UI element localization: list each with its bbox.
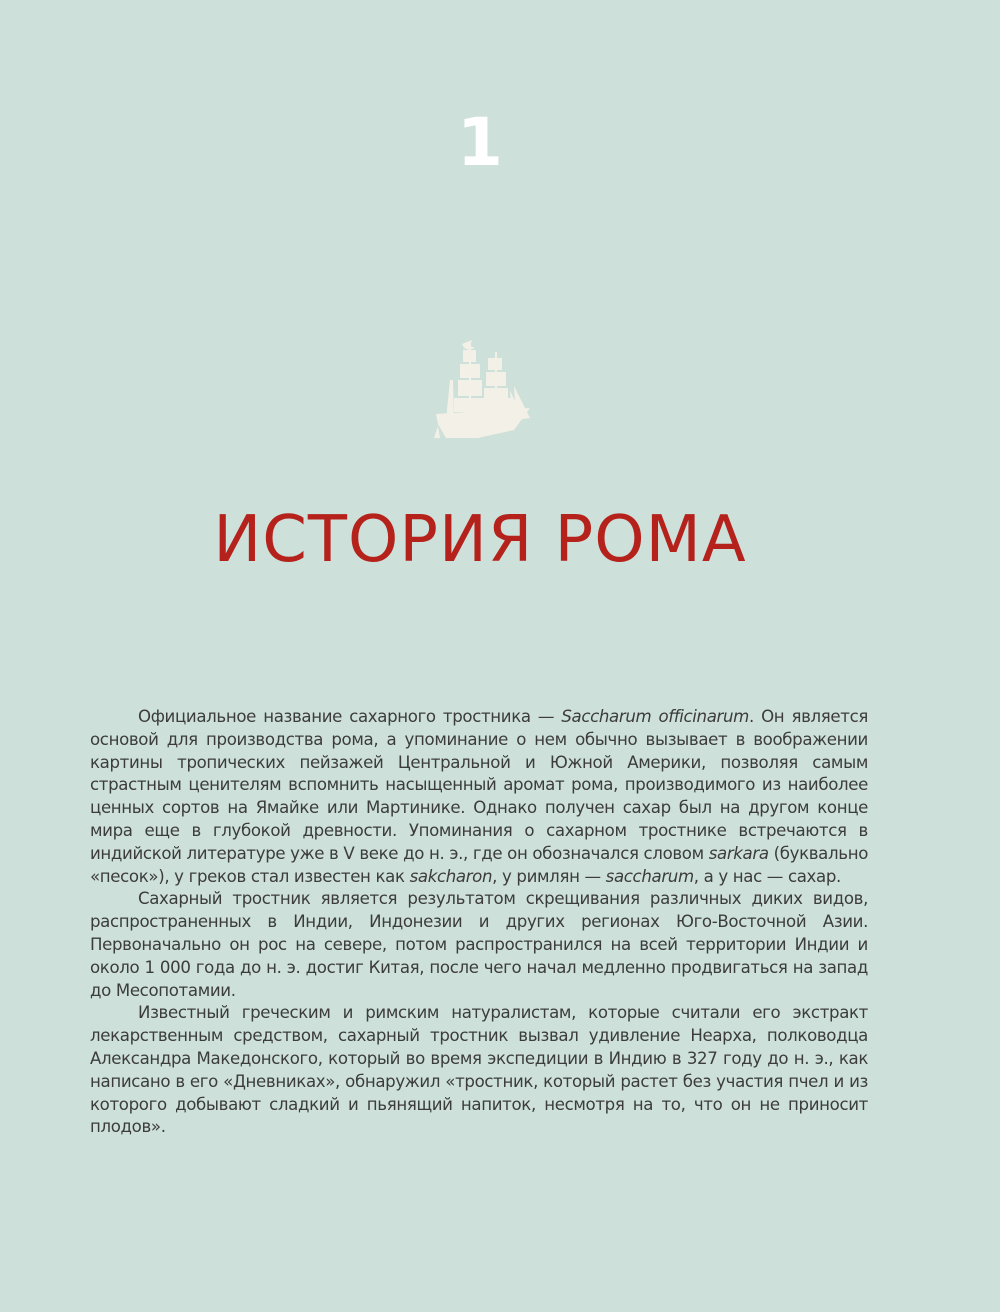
paragraph xyxy=(90,888,868,1002)
text-segment: , а у нас — сахар. xyxy=(693,866,841,886)
text-segment: (буквально «песок»), у греков стал известен как xyxy=(90,843,868,886)
latin-term: Saccharum officinarum xyxy=(561,707,749,726)
latin-term: saccharum xyxy=(605,866,694,886)
paragraph xyxy=(90,706,868,888)
text-segment: . Он является основой для производства рома, а упоминание о нем обычно вызывает в воображении картины тропических пейзажей Центральной и Южной Америки, позволяя самым страстным ценителям вспомнить насыщенный аромат рома, производимого из наиболее ценных сортов на Ямайке или Мартинике. Однако получен сахар был на другом конце мира еще в глубокой древности. Упоминания о сахарном тростнике встречаются в индийской литературе уже в V веке до н. э., где он обозначался словом xyxy=(90,707,869,863)
chapter-title: ИСТОРИЯ РОМА xyxy=(213,503,747,577)
latin-term: sakcharon xyxy=(409,866,493,886)
text-segment: , у римлян — xyxy=(492,866,606,886)
body-text xyxy=(90,706,868,1139)
latin-term: sarkara xyxy=(708,843,769,863)
chapter-number: 1 xyxy=(457,104,503,181)
sailing-ship-icon xyxy=(418,338,530,438)
text-segment: Официальное название сахарного тростника — xyxy=(138,707,562,726)
paragraph xyxy=(90,1002,868,1139)
text-segment: Известный греческим и римским натуралистам, которые считали его экстракт лекарственным средством, сахарный тростник вызвал удивление Неарха, полководца Александра Македонского, который во время экспедиции в Индию в 327 году до н. э., как написано в его «Дневниках», обнаружил «тростник, который растет без участия пчел и из которого добывают сладкий и пьянящий напиток, несмотря на то, что он не приносит плодов». xyxy=(90,1003,868,1137)
text-segment: Сахарный тростник является результатом скрещивания различных диких видов, распространенных в Индии, Индонезии и других регионах Юго-Восточной Азии. Первоначально он рос на севере, потом распространился на всей территории Индии и около 1 000 года до н. э. достиг Китая, после чего начал медленно продвигаться на запад до Месопотамии. xyxy=(90,889,868,1000)
